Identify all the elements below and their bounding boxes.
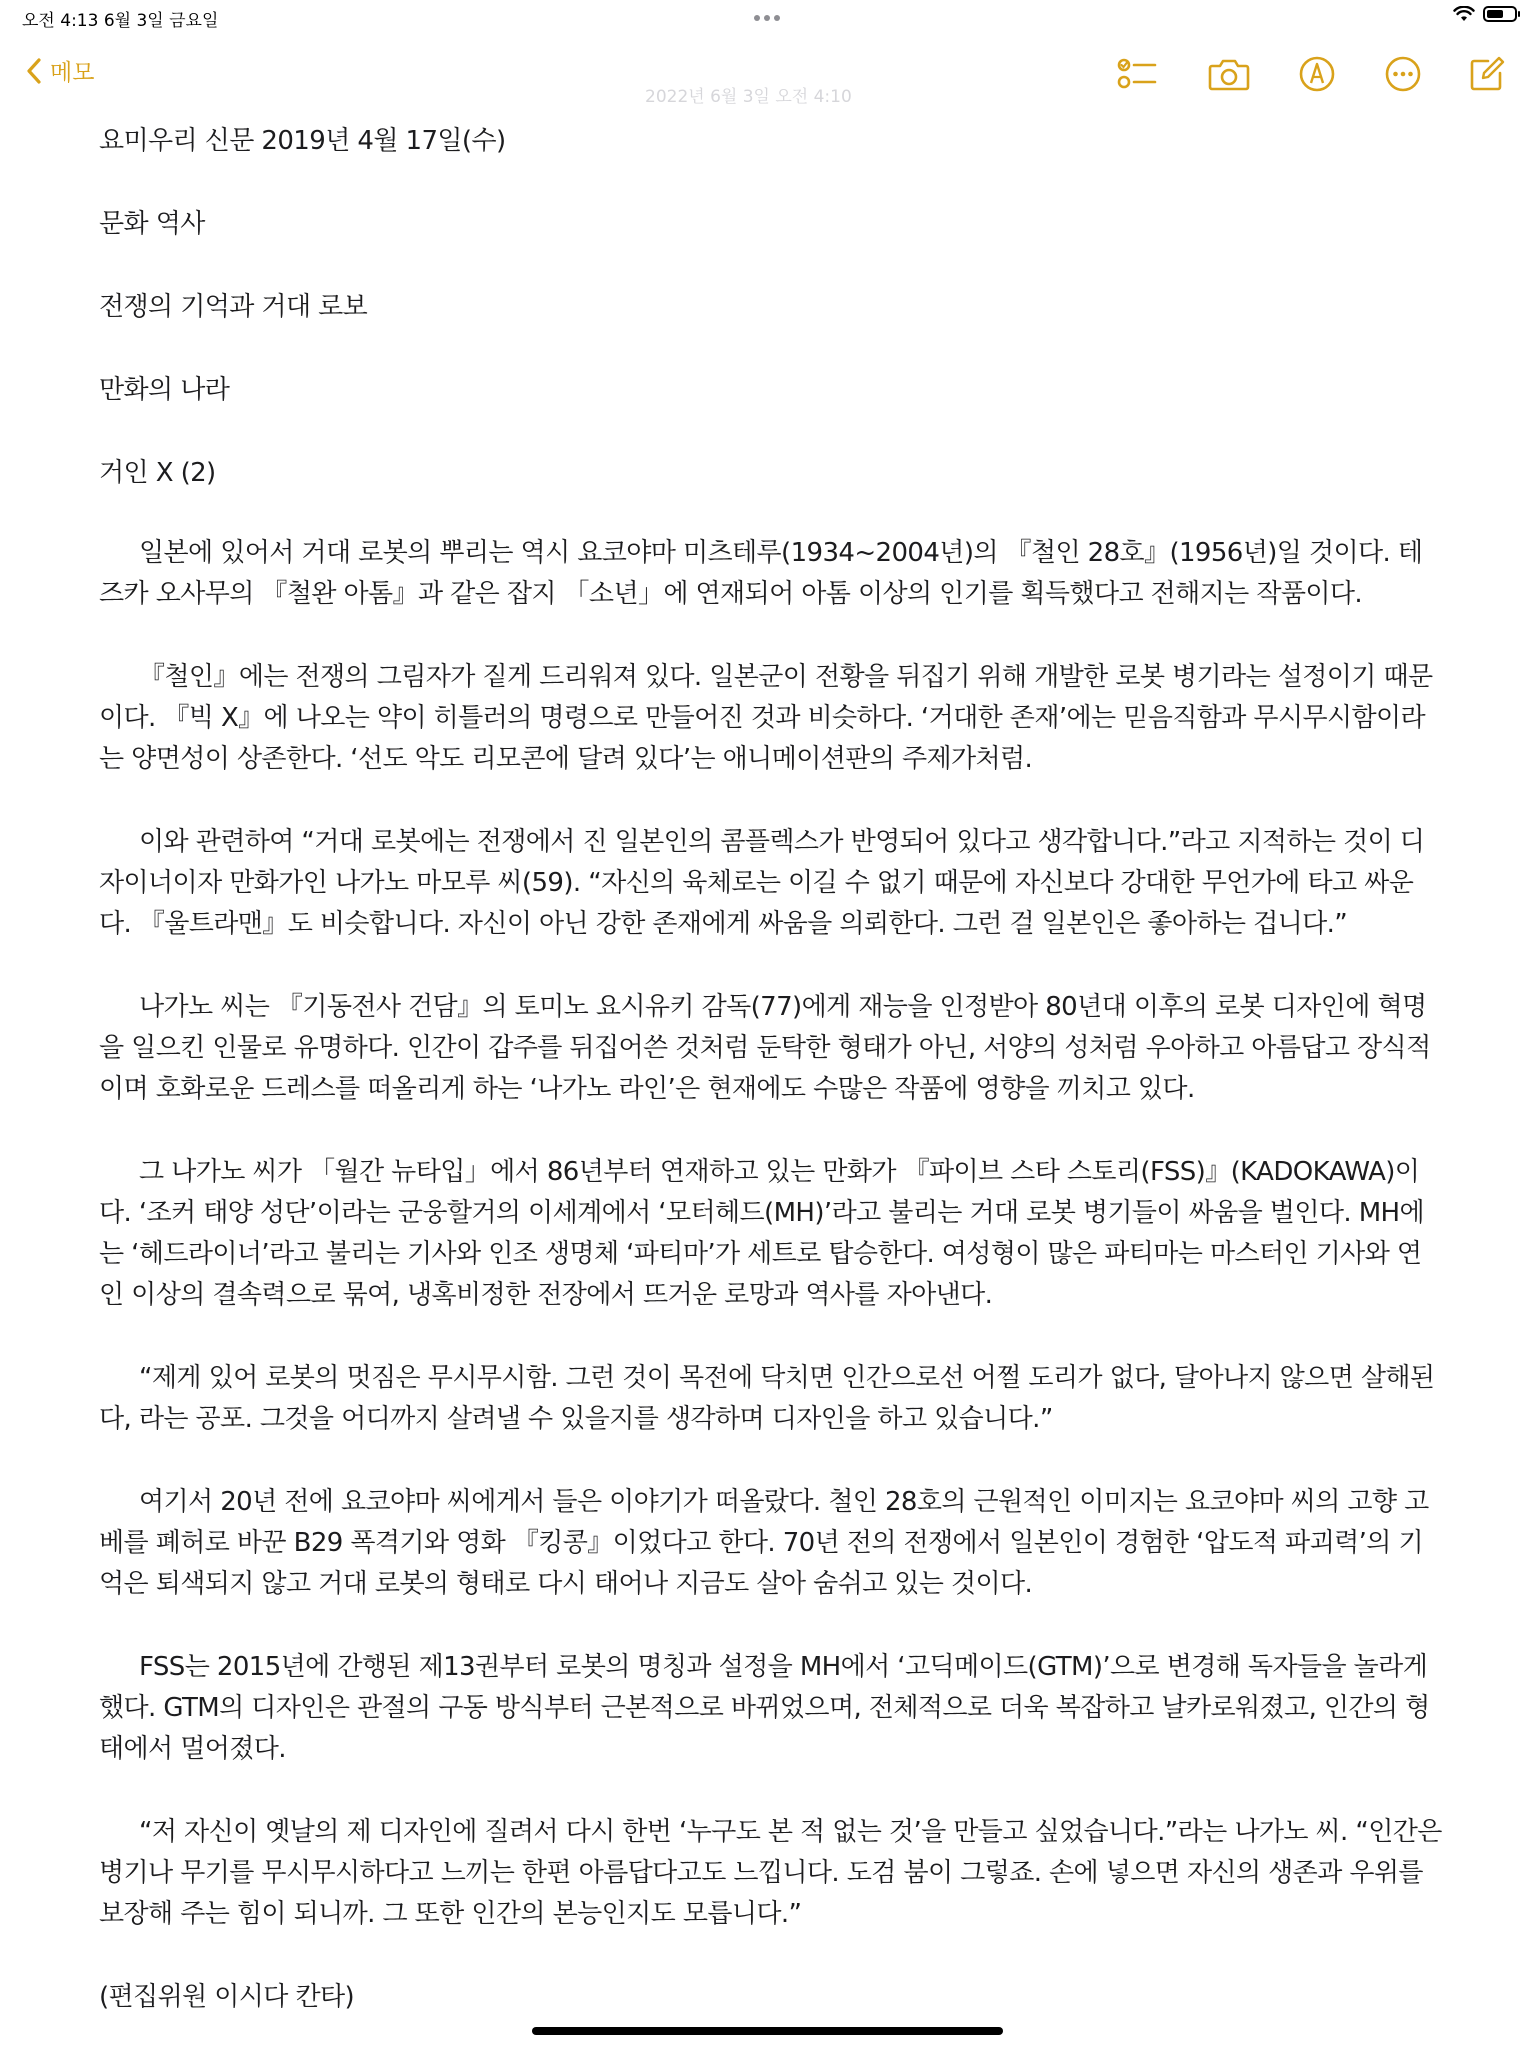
note-line-newspaper: 요미우리 신문 2019년 4월 17일(수) (99, 126, 506, 156)
note-line-headline: 전쟁의 기억과 거대 로보 (99, 292, 368, 322)
camera-button[interactable] (1207, 52, 1251, 96)
note-line-subtitle: 거인 X (2) (99, 458, 216, 488)
dot (774, 15, 780, 21)
more-button[interactable] (1381, 52, 1425, 96)
dot (764, 15, 770, 21)
note-line-section: 문화 역사 (99, 209, 205, 239)
compose-icon (1468, 55, 1506, 93)
note-signature: (편집위원 이시다 칸타) (99, 1982, 355, 2012)
note-paragraph: 나가노 씨는 『기동전사 건담』의 토미노 요시유키 감독(77)에게 재능을 인정받아 80년대 이후의 로봇 디자인에 혁명을 일으킨 인물로 유명하다. 인간이 갑주를 뒤집어쓴 것처럼 둔탁한 형태가 아닌, 서양의 성처럼 우아하고 아름답고 장식적이며 호화로운 드레스를 떠올리게 하는 ‘나가노 라인’은 현재에도 수많은 작품에 영향을 끼치고 있다. (99, 992, 1431, 1104)
home-indicator[interactable] (532, 2027, 1003, 2035)
status-time-date: 오전 4:13 6월 3일 금요일 (22, 11, 219, 31)
note-paragraph: 이와 관련하여 “거대 로봇에는 전쟁에서 진 일본인의 콤플렉스가 반영되어 있다고 생각합니다.”라고 지적하는 것이 디자이너이자 만화가인 나가노 마모루 씨(59). “자신의 육체로는 이길 수 없기 때문에 자신보다 강대한 무언가에 타고 싸운다. 『울트라맨』도 비슷합니다. 자신이 아닌 강한 존재에게 싸움을 의뢰한다. 그런 걸 일본인은 좋아하는 겁니다.” (99, 827, 1425, 939)
checklist-button[interactable] (1115, 52, 1159, 96)
checklist-icon (1117, 56, 1157, 92)
battery-fill (1487, 10, 1503, 18)
multitasking-dots[interactable] (750, 8, 784, 28)
note-paragraph: “제게 있어 로봇의 멋짐은 무시무시함. 그런 것이 목전에 닥치면 인간으로선 어쩔 도리가 없다, 달아나지 않으면 살해된다, 라는 공포. 그것을 어디까지 살려낼 수 있을지를 생각하며 디자인을 하고 있습니다.” (99, 1363, 1435, 1434)
status-right (1453, 6, 1517, 22)
chevron-left-icon (26, 57, 42, 85)
note-paragraph: 일본에 있어서 거대 로봇의 뿌리는 역시 요코야마 미츠테루(1934~2004년)의 『철인 28호』(1956년)일 것이다. 테즈카 오사무의 『철완 아톰』과 같은 잡지 「소년」에 연재되어 아톰 이상의 인기를 획득했다고 전해지는 작품이다. (99, 538, 1423, 609)
note-paragraph: 그 나가노 씨가 「월간 뉴타입」에서 86년부터 연재하고 있는 만화가 『파이브 스타 스토리(FSS)』(KADOKAWA)이다. ‘조커 태양 성단’이라는 군웅할거의 이세계에서 ‘모터헤드(MH)’라고 불리는 거대 로봇 병기들이 싸움을 벌인다. MH에는 ‘헤드라이너’라고 불리는 기사와 인조 생명체 ‘파티마’가 세트로 탑승한다. 여성형이 많은 파티마는 마스터인 기사와 연인 이상의 결속력으로 묶여, 냉혹비정한 전장에서 뜨거운 로망과 역사를 자아낸다. (99, 1157, 1424, 1310)
markup-icon (1298, 55, 1336, 93)
compose-button[interactable] (1465, 52, 1509, 96)
note-paragraph: “저 자신이 옛날의 제 디자인에 질려서 다시 한번 ‘누구도 본 적 없는 것’을 만들고 싶었습니다.”라는 나가노 씨. “인간은 병기나 무기를 무시무시하다고 느끼는 한편 아름답다고도 느낍니다. 도검 붐이 그렇죠. 손에 넣으면 자신의 생존과 우위를 보장해 주는 힘이 되니까. 그 또한 인간의 본능인지도 모릅니다.” (99, 1817, 1442, 1929)
more-icon (1384, 55, 1422, 93)
note-body[interactable] (99, 118, 1444, 2060)
battery-icon (1483, 6, 1517, 22)
status-bar (0, 0, 1535, 34)
dot (754, 15, 760, 21)
back-button[interactable] (26, 54, 94, 87)
wifi-icon (1453, 6, 1475, 22)
markup-button[interactable] (1295, 52, 1339, 96)
note-paragraph: FSS는 2015년에 간행된 제13권부터 로봇의 명칭과 설정을 MH에서 ‘고딕메이드(GTM)’으로 변경해 독자들을 놀라게 했다. GTM의 디자인은 관절의 구동 방식부터 근본적으로 바뀌었으며, 전체적으로 더욱 복잡하고 날카로워졌고, 인간의 형태에서 멀어졌다. (99, 1652, 1430, 1764)
note-line-series: 만화의 나라 (99, 375, 230, 405)
note-paragraph: 여기서 20년 전에 요코야마 씨에게서 들은 이야기가 떠올랐다. 철인 28호의 근원적인 이미지는 요코야마 씨의 고향 고베를 폐허로 바꾼 B29 폭격기와 영화 『킹콩』이었다고 한다. 70년 전의 전쟁에서 일본인이 경험한 ‘압도적 파괴력’의 기억은 퇴색되지 않고 거대 로봇의 형태로 다시 태어나 지금도 살아 숨쉬고 있는 것이다. (99, 1487, 1429, 1599)
camera-icon (1208, 57, 1250, 91)
back-button-label: 메모 (50, 60, 95, 86)
note-paragraph: 『철인』에는 전쟁의 그림자가 짙게 드리워져 있다. 일본군이 전황을 뒤집기 위해 개발한 로봇 병기라는 설정이기 때문이다. 『빅 X』에 나오는 약이 히틀러의 명령으로 만들어진 것과 비슷하다. ‘거대한 존재’에는 믿음직함과 무시무시함이라는 양면성이 상존한다. ‘선도 악도 리모콘에 달려 있다’는 애니메이션판의 주제가처럼. (99, 662, 1433, 774)
note-date: 2022년 6월 3일 오전 4:10 (645, 87, 852, 107)
